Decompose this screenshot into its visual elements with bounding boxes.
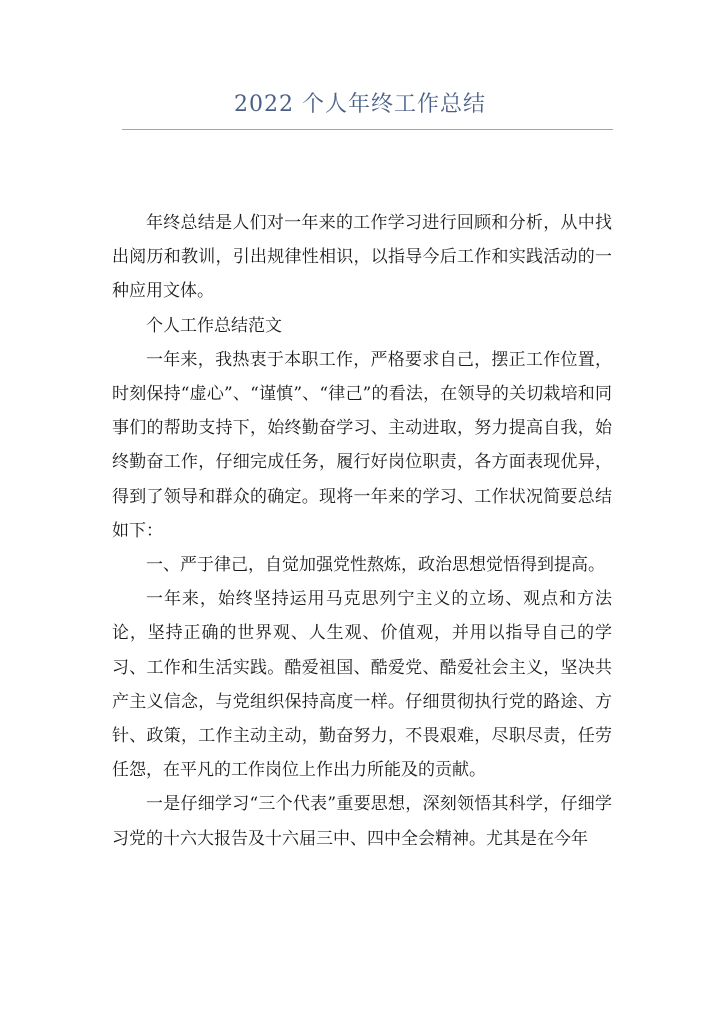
paragraph-section-heading: 一、严于律己，自觉加强党性熬炼，政治思想觉悟得到提高。 <box>146 555 605 576</box>
paragraph-intro: 年终总结是人们对一年来的工作学习进行回顾和分析，从中找出阅历和教训，引出规律性相识，以指导今后工作和实践活动的一种应用文体。 <box>112 213 612 302</box>
paragraph-subheading: 个人工作总结范文 <box>146 315 282 336</box>
title-underline <box>122 129 613 130</box>
paragraph-study: 一是仔细学习“三个代表”重要思想，深刻领悟其科学，仔细学习党的十六大报告及十六届三中、四中全会精神。尤其是在今年 <box>112 794 612 849</box>
document-title: 2022 个人年终工作总结 <box>234 92 486 117</box>
paragraph-political: 一年来，始终坚持运用马克思列宁主义的立场、观点和方法论，坚持正确的世界观、人生观、价值观，并用以指导自己的学习、工作和生活实践。酷爱祖国、酷爱党、酷爱社会主义，坚决共产主义信念，与党组织保持高度一样。仔细贯彻执行党的路途、方针、政策，工作主动主动，勤奋努力，不畏艰难，尽职尽责，任劳任怨，在平凡的工作岗位上作出力所能及的贡献。 <box>112 589 612 781</box>
document-body <box>112 206 612 856</box>
paragraph-overview: 一年来，我热衷于本职工作，严格要求自己，摆正工作位置，时刻保持“虚心”、“谨慎”、“律己”的看法，在领导的关切栽培和同事们的帮助支持下，始终勤奋学习、主动进取，努力提高自我，始终勤奋工作，仔细完成任务，履行好岗位职责，各方面表现优异，得到了领导和群众的确定。现将一年来的学习、工作状况简要总结如下： <box>112 349 612 541</box>
